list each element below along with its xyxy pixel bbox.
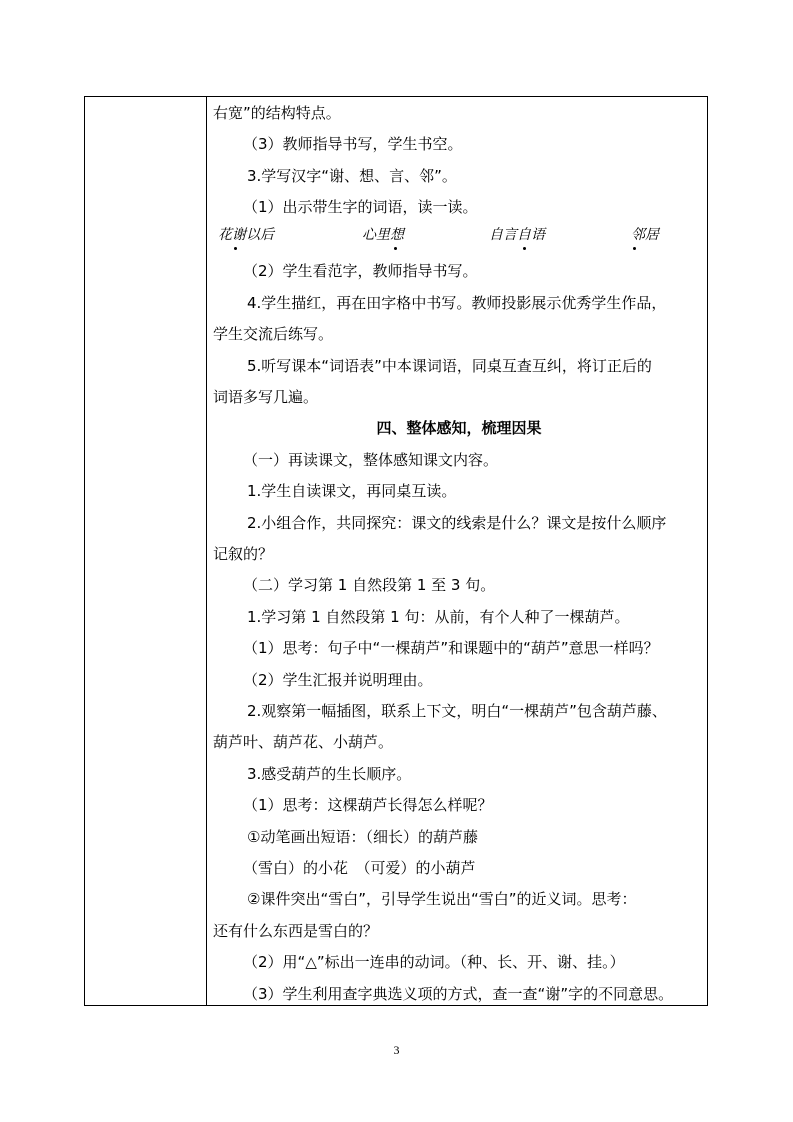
text-line: ②课件突出“雪白”，引导学生说出“雪白”的近义词。思考： [247,890,637,908]
text-line: 词语多写几遍。 [213,388,319,406]
emphasis-dot [394,247,397,250]
text-line: （一）再读课文，整体感知课文内容。 [243,451,499,469]
vocab-word-row [213,225,705,249]
text-line: 2.观察第一幅插图，联系上下文，明白“一棵葫芦”包含葫芦藤、 [247,702,667,720]
text-line: 还有什么东西是雪白的？ [213,922,379,940]
text-line: （3）教师指导书写，学生书空。 [243,135,463,153]
column-divider [206,97,207,1005]
vocab-word: 自言自语 [489,227,545,243]
text-line: 4.学生描红，再在田字格中书写。教师投影展示优秀学生作品， [247,294,667,312]
text-line: （1）思考：这棵葫芦长得怎么样呢？ [243,796,493,814]
text-line: 3.学写汉字“谢、想、言、邻”。 [247,167,457,185]
text-line: 学生交流后练写。 [213,325,334,343]
text-line: 右宽”的结构特点。 [213,104,341,122]
emphasis-dot [633,247,636,250]
text-line: 1.学习第 1 自然段第 1 句：从前，有个人种了一棵葫芦。 [247,608,630,626]
text-line: （2）学生看范字，教师指导书写。 [243,262,478,280]
text-line: 1.学生自读课文，再同桌互读。 [247,482,457,500]
section-heading: 四、整体感知，梳理因果 [376,419,542,437]
text-line: 2.小组合作，共同探究：课文的线索是什么？课文是按什么顺序 [247,514,667,532]
emphasis-dot [523,247,526,250]
text-line: ①动笔画出短语：（细长）的葫芦藤 [247,828,478,846]
text-line: 3.感受葫芦的生长顺序。 [247,765,412,783]
text-line: 5.听写课本“词语表”中本课词语，同桌互查互纠，将订正后的 [247,357,652,375]
text-line: （雪白）的小花 （可爱）的小葫芦 [243,859,476,877]
vocab-word: 心里想 [362,227,404,243]
text-line: （2）学生汇报并说明理由。 [243,671,433,689]
emphasis-dot [234,247,237,250]
text-line: （二）学习第 1 自然段第 1 至 3 句。 [243,576,496,594]
text-line: （3）学生利用查字典选义项的方式，查一查“谢”字的不同意思。 [243,985,674,1003]
text-line: 记叙的？ [213,545,274,563]
text-line: 葫芦叶、葫芦花、小葫芦。 [213,733,394,751]
text-line: （1）思考：句子中“一棵葫芦”和课题中的“葫芦”意思一样吗？ [243,639,659,657]
vocab-word: 花谢以后 [218,227,274,243]
vocab-word: 邻居 [631,227,659,243]
text-line: （2）用“△”标出一连串的动词。（种、长、开、谢、挂。） [243,953,625,971]
page-number: 3 [393,1043,400,1057]
text-line: （1）出示带生字的词语，读一读。 [243,198,478,216]
lesson-table [84,96,708,1006]
